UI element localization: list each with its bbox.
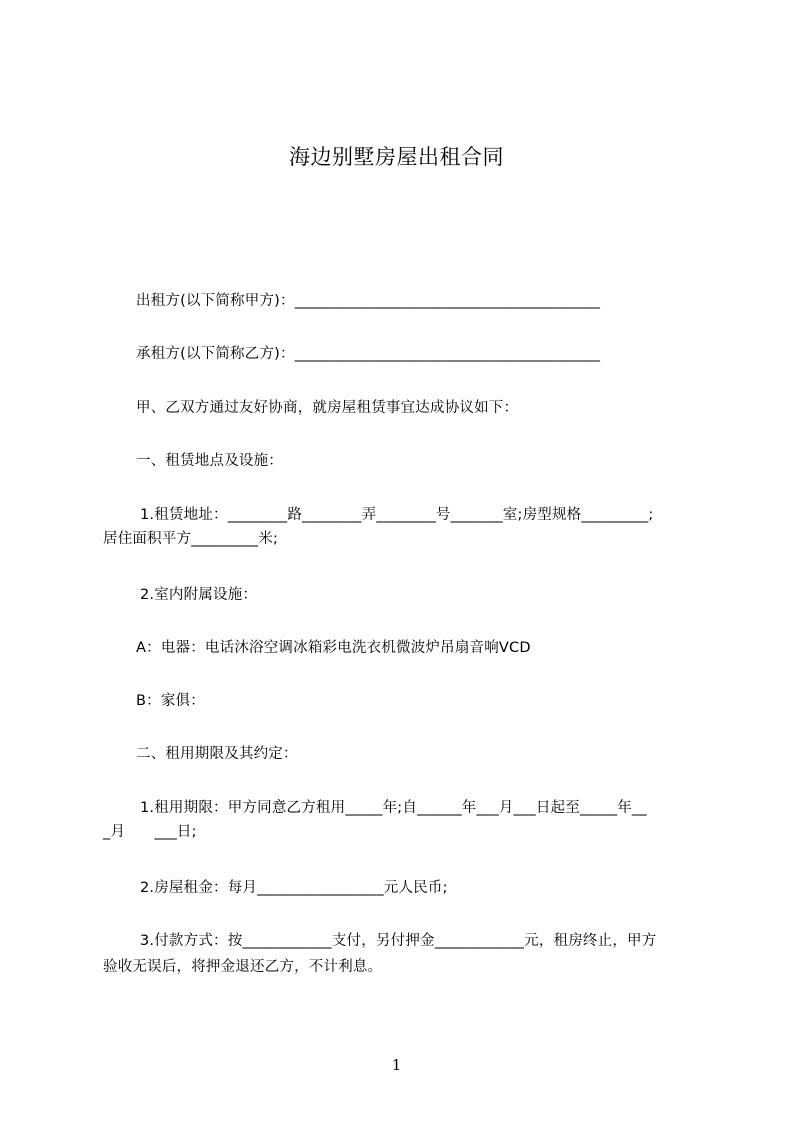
section-1-heading: 一、租赁地点及设施： (136, 453, 283, 469)
intro-paragraph: 甲、乙双方通过友好协商，就房屋租赁事宜达成协议如下： (136, 400, 519, 416)
item-1-2-b: B：家俱： (136, 693, 205, 709)
item-1-2: 2.室内附属设施： (140, 587, 258, 603)
item-2-1-line-1: 1.租用期限：甲方同意乙方租用_____年;自______年___月___日起至_____年__ (140, 800, 647, 816)
item-1-2-a: A：电器：电话沐浴空调冰箱彩电洗衣机微波炉吊扇音响VCD (136, 640, 531, 656)
document-title: 海边别墅房屋出租合同 (289, 145, 504, 169)
section-2-heading: 二、租用期限及其约定： (136, 746, 298, 762)
item-2-3-line-2: 验收无误后，将押金退还乙方，不计利息。 (103, 959, 383, 975)
item-1-1-line-2: 居住面积平方_________米; (103, 531, 279, 547)
item-1-1-line-1: 1.租赁地址：________路________弄________号_______室;房型规格_________; (140, 507, 654, 523)
item-2-1-line-2: _月 ___日; (103, 824, 197, 840)
lessee-line: 承租方(以下简称乙方)：_________________________________________ (136, 346, 601, 362)
item-2-2: 2.房屋租金：每月_________________元人民币; (140, 880, 448, 896)
page-number: 1 (391, 1056, 402, 1074)
item-2-3-line-1: 3.付款方式：按____________支付，另付押金____________元，租房终止，甲方 (140, 933, 657, 949)
lessor-line: 出租方(以下简称甲方)：_________________________________________ (136, 293, 601, 309)
